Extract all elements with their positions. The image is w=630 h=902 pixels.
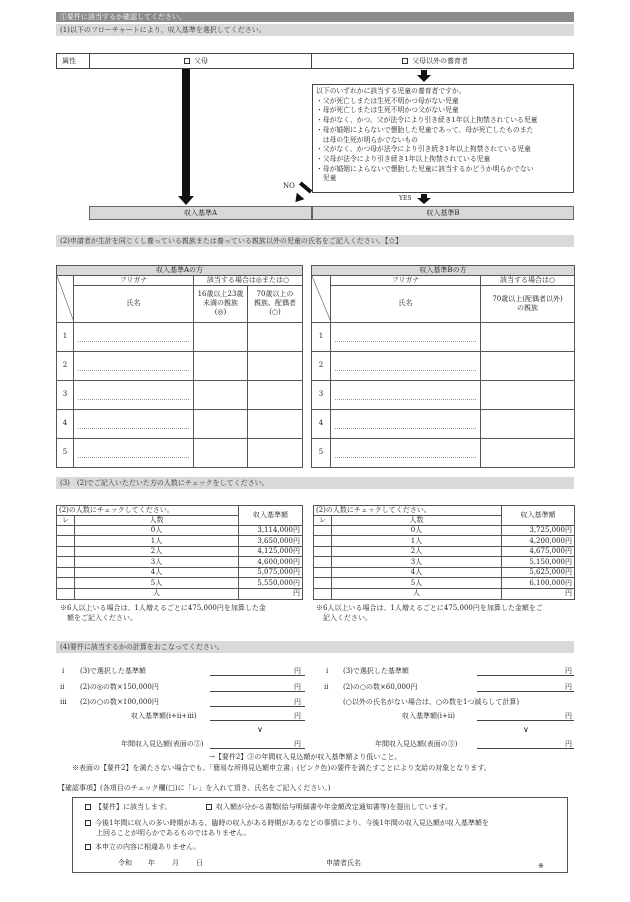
base-amount: 円 (239, 589, 303, 600)
calc-b-est-label: 年間収入見込額(表面の③) (375, 740, 458, 748)
condition-item: ・父が死亡しまたは生死不明かつ母がない児童 (316, 96, 459, 105)
applicant-name-label: 申請者氏名 (326, 859, 361, 867)
no-label: NO (283, 182, 295, 190)
table-b-people-count (313, 505, 575, 600)
table-a-dependents (56, 265, 303, 468)
checkbox-other[interactable] (402, 58, 408, 64)
mark-field[interactable] (194, 322, 248, 351)
table-row (57, 536, 303, 547)
calc-a-iii-field[interactable] (210, 706, 305, 707)
checkbox-parent[interactable] (184, 58, 190, 64)
people-count: 2人 (75, 546, 239, 557)
calc-b-sum-field[interactable] (477, 720, 574, 721)
table-row (57, 578, 303, 589)
mark-field[interactable] (194, 409, 248, 438)
yes-label: YES (399, 195, 412, 202)
section1-header: ①要件に該当するか確認してください。 (56, 12, 574, 22)
mark-field[interactable] (481, 438, 575, 467)
check-field[interactable] (57, 546, 75, 557)
name-field[interactable] (331, 380, 481, 409)
table-a-title: 収入基準Aの方 (57, 266, 303, 276)
applicant-name-field[interactable] (372, 860, 542, 870)
table-row (57, 589, 303, 600)
base-amount: 5,075,000円 (239, 567, 303, 578)
furigana-header: フリガナ (331, 275, 481, 285)
people-count: 4人 (75, 567, 239, 578)
table-row (312, 380, 575, 409)
base-amount: 5,625,000円 (502, 567, 575, 578)
attribute-row (56, 53, 574, 69)
check-head: (2)の人数にチェックしてください。 (57, 506, 239, 516)
condition-item: は母の生死が明らかでないもの (316, 135, 418, 144)
people-count: 1人 (75, 536, 239, 547)
date-day[interactable]: 日 (196, 859, 203, 867)
row-number: 4 (312, 409, 331, 438)
applicable-header: 該当する場合は○ (481, 275, 575, 285)
result-note: ※表面の【要件2】を満たさない場合でも、「簡易な所得見込額申立書」(ピンク色)の要件を満たすことにより支給の対象となります。 (72, 764, 491, 772)
name-field[interactable] (74, 351, 194, 380)
calc-b-i-label: (3)で選択した基準額 (343, 667, 409, 675)
calc-b-i-field[interactable] (477, 675, 574, 676)
calc-a-est-label: 年間収入見込額(表面の③) (121, 740, 204, 748)
calc-a-ii-label: (2)の◎の数×150,000円 (80, 683, 159, 691)
confirm-item-2[interactable]: 今後1年間に収入の多い時期がある、臨時の収入がある時期があるなどの事情により、今後1年間の収入見込額が収入基準額を 上回ることが明らかであるものではありません。 (85, 819, 489, 838)
calc-b-ii-label: (2)の○の数×60,000円 (343, 683, 418, 691)
base-amount: 4,600,000円 (239, 557, 303, 568)
check-field[interactable] (314, 578, 332, 589)
row-number: 5 (57, 438, 74, 467)
col-70-over: 70歳以上(配偶者以外) の親族 (481, 285, 575, 322)
condition-title: 以下のいずれかに該当する児童の養育者ですか。 (316, 87, 466, 95)
table-row (312, 438, 575, 467)
calc-b-ii-field[interactable] (477, 691, 574, 692)
mark-field[interactable] (248, 409, 303, 438)
option-parent[interactable]: 父母 (184, 57, 208, 66)
row-number: 4 (57, 409, 74, 438)
people-header: 人数 (75, 515, 239, 525)
name-field[interactable] (74, 322, 194, 351)
table-row (57, 322, 303, 351)
table-row (314, 546, 575, 557)
row-number: 2 (57, 351, 74, 380)
condition-item: ・母が婚姻によらないで懐胎した児童であって、母が死亡したものまた (316, 125, 534, 134)
check-field[interactable] (314, 589, 332, 600)
section2-sub: (2)申請者が生計を同じくし養っている親族または養っている親族以外の児童の氏名をご記入ください。【☆】 (56, 235, 574, 247)
calc-a-sum-label: 収入基準額(i+ii+iii) (131, 712, 197, 720)
section3-sub: (3) (2)でご記入いただいた方の人数にチェックをしてください。 (56, 477, 574, 489)
checkbox-future-income[interactable] (85, 820, 91, 826)
base-amount: 3,114,000円 (239, 525, 303, 536)
greater-equal-icon: ∨ (257, 725, 263, 734)
greater-equal-icon: ∨ (523, 725, 529, 734)
calc-b-note: (○以外の氏名がない場合は、○の数を1つ減らして計算) (343, 698, 520, 706)
people-count: 3人 (75, 557, 239, 568)
mark-field[interactable] (248, 380, 303, 409)
row-number: 1 (57, 322, 74, 351)
check-field[interactable] (57, 578, 75, 589)
table-a-people-count (56, 505, 303, 600)
check-col-header: レ (57, 515, 75, 525)
table-row (314, 525, 575, 536)
condition-item: ・父母が法令により引き続き1年以上拘禁されている児童 (316, 154, 491, 163)
mark-field[interactable] (481, 351, 575, 380)
people-count: 0人 (75, 525, 239, 536)
check-col-header: レ (314, 515, 332, 525)
check-field[interactable] (57, 567, 75, 578)
table-row (57, 546, 303, 557)
arrow-no-icon (299, 181, 312, 193)
condition-item: 児童 (316, 174, 337, 183)
name-field[interactable] (331, 438, 481, 467)
base-amount: 5,550,000円 (239, 578, 303, 589)
base-amount-header: 収入基準額 (239, 506, 303, 526)
calc-a-ii-field[interactable] (210, 691, 305, 692)
calc-a-est-field[interactable] (210, 748, 305, 749)
table-row (314, 589, 575, 600)
check-field[interactable] (57, 536, 75, 547)
calc-a-iii-label: (2)の○の数×100,000円 (80, 698, 159, 706)
people-header: 人数 (332, 515, 502, 525)
people-count: 4人 (332, 567, 502, 578)
check-field[interactable] (57, 525, 75, 536)
check-field[interactable] (314, 567, 332, 578)
table-row (314, 578, 575, 589)
diagonal-cell (312, 275, 331, 322)
checkbox-requirement[interactable] (85, 804, 91, 810)
check-head: (2)の人数にチェックしてください。 (314, 506, 502, 516)
note-b: ※6人以上いる場合は、1人増えるごとに475,000円を加算した金額をご 記入ください。 (316, 604, 543, 622)
base-amount: 3,725,000円 (502, 525, 575, 536)
mark-field[interactable] (248, 351, 303, 380)
condition-list (316, 97, 570, 184)
table-row (57, 380, 303, 409)
condition-box (312, 84, 574, 193)
checkbox-no-discrepancy[interactable] (85, 844, 91, 850)
row-number: 2 (312, 351, 331, 380)
mark-field[interactable] (481, 322, 575, 351)
diagonal-cell (57, 275, 74, 322)
checkbox-documents[interactable] (206, 804, 212, 810)
table-b-dependents (311, 265, 575, 468)
confirm-header: 【確認事項】(各項目のチェック欄(□)に「レ」を入れて頂き、氏名をご記入ください。) (58, 784, 331, 792)
table-b-title: 収入基準Bの方 (312, 266, 575, 276)
table-row (57, 567, 303, 578)
table-row (57, 525, 303, 536)
table-row (312, 409, 575, 438)
table-row (312, 351, 575, 380)
calc-b-sum-label: 収入基準額(i+ii) (402, 712, 456, 720)
table-row (314, 536, 575, 547)
base-amount: 6,100,000円 (502, 578, 575, 589)
mark-field[interactable] (481, 409, 575, 438)
calc-a-sum-field[interactable] (210, 720, 305, 721)
date-month[interactable]: 月 (172, 859, 179, 867)
table-row (314, 567, 575, 578)
name-header: 氏名 (331, 285, 481, 322)
table-row (312, 322, 575, 351)
base-a-box: 収入基準A (89, 206, 312, 220)
table-row (57, 557, 303, 568)
table-row (57, 351, 303, 380)
confirm-item-1a[interactable]: 【要件】に該当します。 (85, 803, 171, 812)
name-field[interactable] (74, 380, 194, 409)
check-field[interactable] (57, 557, 75, 568)
table-row (57, 438, 303, 467)
base-b-box: 収入基準B (312, 206, 574, 220)
people-count: 3人 (332, 557, 502, 568)
result-line: →【要件2】③の年間収入見込額が収入基準額より低いこと。 (209, 753, 402, 761)
people-count: 5人 (75, 578, 239, 589)
note-a: ※6人以上いる場合は、1人増えるごとに475,000円を加算した金 額をご記入ください。 (60, 604, 266, 622)
people-count: 人 (332, 589, 502, 600)
base-amount: 4,200,000円 (502, 536, 575, 547)
name-header: 氏名 (74, 285, 194, 322)
check-field[interactable] (314, 525, 332, 536)
arrow-down-icon (182, 69, 190, 197)
condition-item: ・母がなく、かつ、父が法令により引き続き1年以上拘禁されている児童 (316, 116, 538, 125)
applicable-header: 該当する場合は◎または○ (194, 275, 303, 285)
name-field[interactable] (331, 409, 481, 438)
base-amount: 円 (502, 589, 575, 600)
base-amount: 4,675,000円 (502, 546, 575, 557)
attribute-label: 属性 (62, 57, 76, 65)
mark-field[interactable] (194, 351, 248, 380)
name-field[interactable] (74, 438, 194, 467)
base-amount: 3,650,000円 (239, 536, 303, 547)
table-row (57, 409, 303, 438)
row-number: 5 (312, 438, 331, 467)
mark-field[interactable] (194, 380, 248, 409)
row-number: 1 (312, 322, 331, 351)
confirm-item-1b[interactable]: 収入額が分かる書類(給与明細書や年金額改定通知書等)を提出しています。 (206, 803, 452, 812)
calc-a-i-label: (3)で選択した基準額 (80, 667, 146, 675)
calc-a-i-field[interactable] (210, 675, 305, 676)
condition-item: ・父がなく、かつ母が法令により引き続き1年以上拘禁されている児童 (316, 145, 531, 154)
row-number: 3 (57, 380, 74, 409)
option-other-guardian[interactable]: 父母以外の養育者 (402, 57, 468, 66)
people-count: 0人 (332, 525, 502, 536)
people-count: 2人 (332, 546, 502, 557)
condition-item: ・母が死亡しまたは生死不明かつ父がない児童 (316, 106, 459, 115)
base-amount-header: 収入基準額 (502, 506, 575, 526)
mark-field[interactable] (248, 438, 303, 467)
furigana-header: フリガナ (74, 275, 194, 285)
people-count: 1人 (332, 536, 502, 547)
col-70-over: 70歳以上の 親族、配偶者 (○) (248, 285, 303, 322)
table-row (314, 557, 575, 568)
check-field[interactable] (314, 557, 332, 568)
check-field[interactable] (57, 589, 75, 600)
name-field[interactable] (331, 322, 481, 351)
mark-field[interactable] (194, 438, 248, 467)
confirm-item-3[interactable]: 本申立の内容に相違ありません。 (85, 843, 200, 852)
calc-b-est-field[interactable] (477, 748, 574, 749)
mark-field[interactable] (248, 322, 303, 351)
check-field[interactable] (314, 536, 332, 547)
date-reiwa: 令和 (118, 859, 132, 867)
section4-sub: (4)要件に該当するかの計算をおこなってください。 (56, 641, 574, 653)
mark-field[interactable] (481, 380, 575, 409)
name-field[interactable] (331, 351, 481, 380)
row-number: 3 (312, 380, 331, 409)
name-field[interactable] (74, 409, 194, 438)
date-year[interactable]: 年 (148, 859, 155, 867)
people-count: 人 (75, 589, 239, 600)
people-count: 5人 (332, 578, 502, 589)
section1-sub: (1)以下のフローチャートにより、収入基準を選択してください。 (56, 24, 574, 36)
note-mark: ※ (538, 862, 544, 870)
base-amount: 4,125,000円 (239, 546, 303, 557)
check-field[interactable] (314, 546, 332, 557)
condition-item: ・母が婚姻によらないで懐胎した児童に該当するかどうか明らかでない (316, 164, 534, 173)
base-amount: 5,150,000円 (502, 557, 575, 568)
col-16-23: 16歳以上23歳 未満の親族 (◎) (194, 285, 248, 322)
